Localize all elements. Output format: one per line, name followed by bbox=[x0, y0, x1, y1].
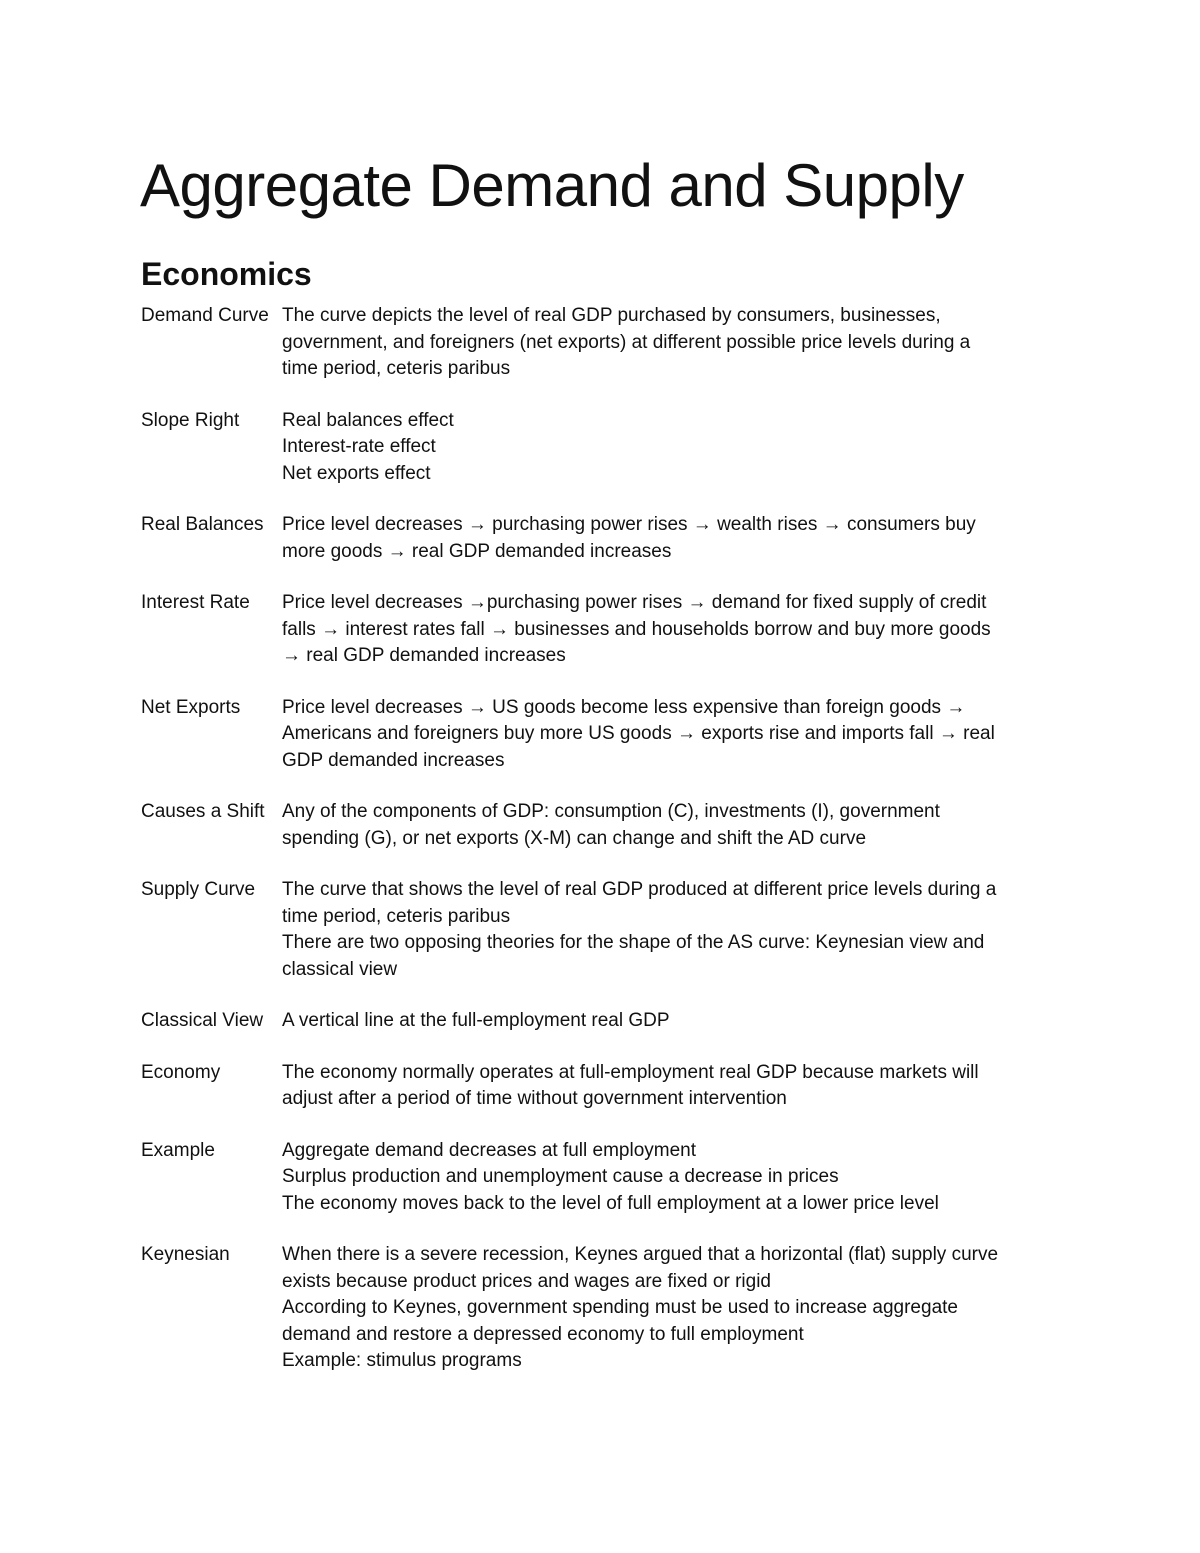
definition-term: Causes a Shift bbox=[141, 801, 265, 822]
definition-text bbox=[282, 1138, 1061, 1218]
definition-line: The economy normally operates at full-employment real GDP because markets will bbox=[282, 1061, 979, 1083]
definition-term: Supply Curve bbox=[141, 879, 256, 900]
definition-term: Slope Right bbox=[141, 409, 240, 431]
definition-list bbox=[141, 303, 1061, 1400]
definition-text bbox=[282, 590, 1061, 670]
definition-term: Economy bbox=[141, 1061, 221, 1083]
definition-line: There are two opposing theories for the shape of the AS curve: Keynesian view and bbox=[282, 932, 985, 953]
definition-line: more goods → real GDP demanded increases bbox=[282, 540, 672, 562]
definition-text bbox=[282, 303, 1061, 383]
definition-line: exists because product prices and wages are fixed or rigid bbox=[282, 1270, 771, 1292]
definition-text bbox=[282, 1242, 1061, 1375]
definition-line: spending (G), or net exports (X-M) can change and shift the AD curve bbox=[282, 827, 867, 849]
definition-line: Price level decreases → US goods become less expensive than foreign goods → bbox=[282, 696, 966, 718]
definition-text bbox=[282, 1060, 1061, 1113]
definition-line: Price level decreases →purchasing power rises → demand for fixed supply of credit bbox=[282, 592, 987, 613]
definition-line: Interest-rate effect bbox=[282, 436, 436, 457]
definition-entry bbox=[141, 877, 1061, 983]
definition-line: time period, ceteris paribus bbox=[282, 358, 511, 379]
definition-entry bbox=[141, 1242, 1061, 1375]
definition-entry bbox=[141, 1060, 1061, 1113]
definition-line: falls → interest rates fall → businesses and households borrow and buy more goods bbox=[282, 618, 991, 640]
document-subtitle: Economics bbox=[141, 256, 312, 292]
definition-line: classical view bbox=[282, 958, 398, 980]
definition-term: Net Exports bbox=[141, 696, 241, 718]
definition-line: The economy moves back to the level of full employment at a lower price level bbox=[282, 1192, 939, 1214]
definition-line: Net exports effect bbox=[282, 462, 431, 484]
definition-entry bbox=[141, 799, 1061, 852]
document-title: Aggregate Demand and Supply bbox=[140, 152, 964, 219]
definition-line: When there is a severe recession, Keynes argued that a horizontal (flat) supply curve bbox=[282, 1244, 999, 1265]
definition-term: Demand Curve bbox=[141, 305, 269, 326]
definition-entry bbox=[141, 512, 1061, 565]
definition-line: Surplus production and unemployment cause a decrease in prices bbox=[282, 1166, 839, 1187]
definition-line: The curve depicts the level of real GDP purchased by consumers, businesses, bbox=[282, 305, 941, 326]
definition-text bbox=[282, 408, 1061, 488]
definition-entry bbox=[141, 695, 1061, 775]
definition-text bbox=[282, 799, 1061, 852]
definition-text bbox=[282, 512, 1061, 565]
definition-line: Example: stimulus programs bbox=[282, 1350, 522, 1371]
definition-line: According to Keynes, government spending must be used to increase aggregate bbox=[282, 1297, 958, 1318]
definition-line: time period, ceteris paribus bbox=[282, 905, 511, 927]
definition-term: Keynesian bbox=[141, 1244, 230, 1265]
definition-line: government, and foreigners (net exports) at different possible price levels during a bbox=[282, 331, 971, 353]
definition-line: GDP demanded increases bbox=[282, 749, 505, 771]
definition-entry bbox=[141, 590, 1061, 670]
definition-text bbox=[282, 1008, 1061, 1035]
definition-entry bbox=[141, 303, 1061, 383]
definition-term: Real Balances bbox=[141, 514, 264, 535]
definition-line: Real balances effect bbox=[282, 409, 454, 431]
definition-line: A vertical line at the full-employment real GDP bbox=[282, 1010, 670, 1031]
definition-line: demand and restore a depressed economy to full employment bbox=[282, 1323, 804, 1345]
definition-line: The curve that shows the level of real GDP produced at different price levels during a bbox=[282, 879, 997, 900]
definition-text bbox=[282, 695, 1061, 775]
definition-line: adjust after a period of time without government intervention bbox=[282, 1088, 787, 1109]
definition-line: → real GDP demanded increases bbox=[282, 645, 566, 666]
definition-line: Any of the components of GDP: consumption (C), investments (I), government bbox=[282, 801, 940, 822]
definition-term: Interest Rate bbox=[141, 592, 250, 613]
definition-line: Price level decreases → purchasing power rises → wealth rises → consumers buy bbox=[282, 514, 976, 535]
definition-entry bbox=[141, 1008, 1061, 1035]
definition-term: Example bbox=[141, 1139, 215, 1161]
definition-entry bbox=[141, 1138, 1061, 1218]
definition-line: Americans and foreigners buy more US goods → exports rise and imports fall → real bbox=[282, 723, 995, 744]
definition-text bbox=[282, 877, 1061, 983]
definition-line: Aggregate demand decreases at full employment bbox=[282, 1139, 697, 1161]
definition-entry bbox=[141, 408, 1061, 488]
definition-term: Classical View bbox=[141, 1010, 264, 1031]
